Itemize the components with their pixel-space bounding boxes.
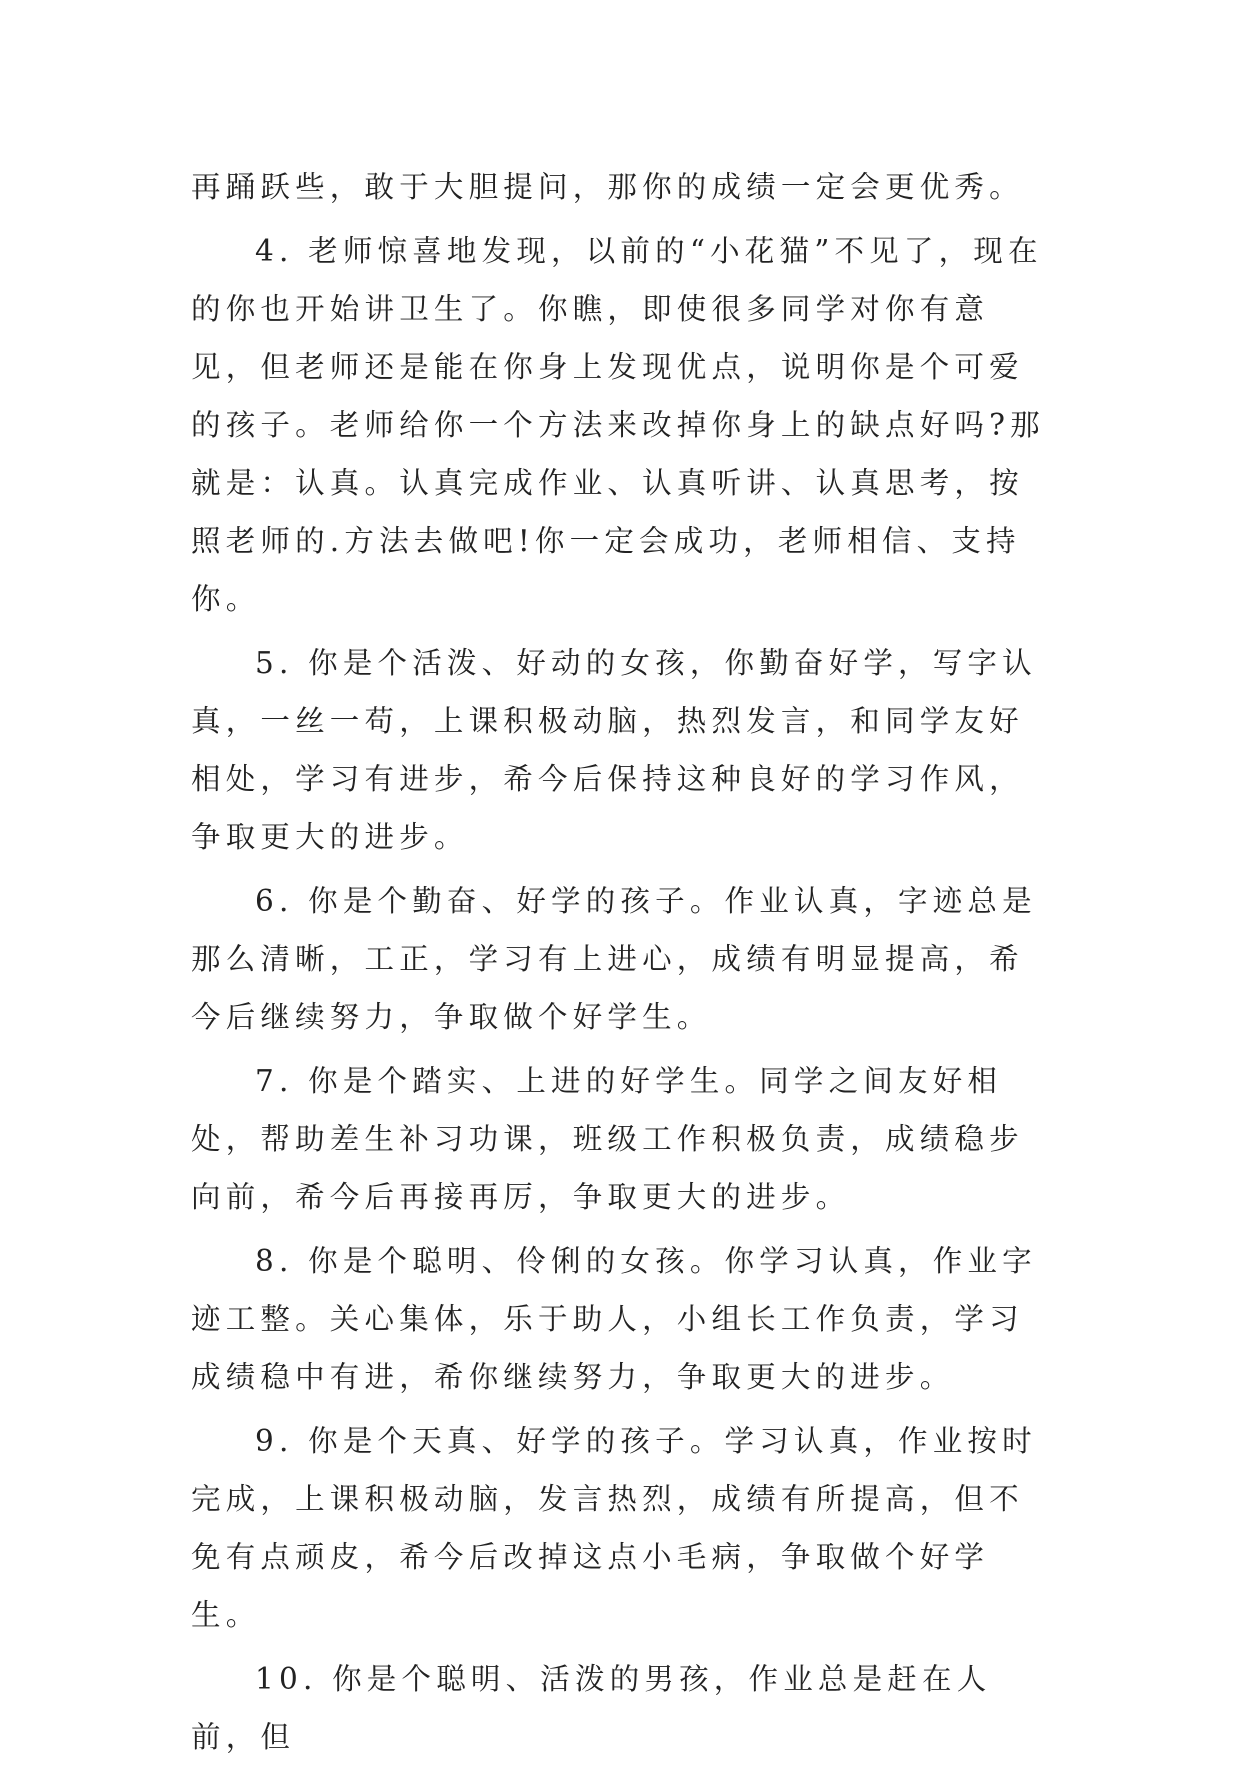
paragraph-item-8: 8. 你是个聪明、伶俐的女孩。你学习认真，作业字迹工整。关心集体，乐于助人，小组长工作负责，学习成绩稳中有进，希你继续努力，争取更大的进步。 <box>191 1244 1037 1394</box>
paragraph-item-9: 9. 你是个天真、好学的孩子。学习认真，作业按时完成，上课积极动脑，发言热烈，成绩有所提高，但不免有点顽皮，希今后改掉这点小毛病，争取做个好学生。 <box>191 1424 1037 1632</box>
paragraph-item-10: 10. 你是个聪明、活泼的男孩，作业总是赶在人前，但 <box>191 1662 992 1754</box>
paragraph-item-7: 7. 你是个踏实、上进的好学生。同学之间友好相处，帮助差生补习功课，班级工作积极负责，成绩稳步向前，希今后再接再厉，争取更大的进步。 <box>191 1064 1024 1214</box>
paragraph-item-6: 6. 你是个勤奋、好学的孩子。作业认真，字迹总是那么清晰，工正，学习有上进心，成绩有明显提高，希今后继续努力，争取做个好学生。 <box>191 884 1037 1034</box>
document-body <box>191 158 1051 1772</box>
paragraph-item-4: 4. 老师惊喜地发现，以前的“小花猫”不见了，现在的你也开始讲卫生了。你瞧，即使很多同学对你有意见，但老师还是能在你身上发现优点，说明你是个可爱的孩子。老师给你一个方法来改掉你身上的缺点好吗?那就是：认真。认真完成作业、认真听讲、认真思考，按照老师的.方法去做吧!你一定会成功，老师相信、支持你。 <box>191 234 1045 616</box>
paragraph-continued: 再踊跃些，敢于大胆提问，那你的成绩一定会更优秀。 <box>191 170 1024 204</box>
paragraph-item-5: 5. 你是个活泼、好动的女孩，你勤奋好学，写字认真，一丝一苟，上课积极动脑，热烈发言，和同学友好相处，学习有进步，希今后保持这种良好的学习作风，争取更大的进步。 <box>191 646 1037 854</box>
